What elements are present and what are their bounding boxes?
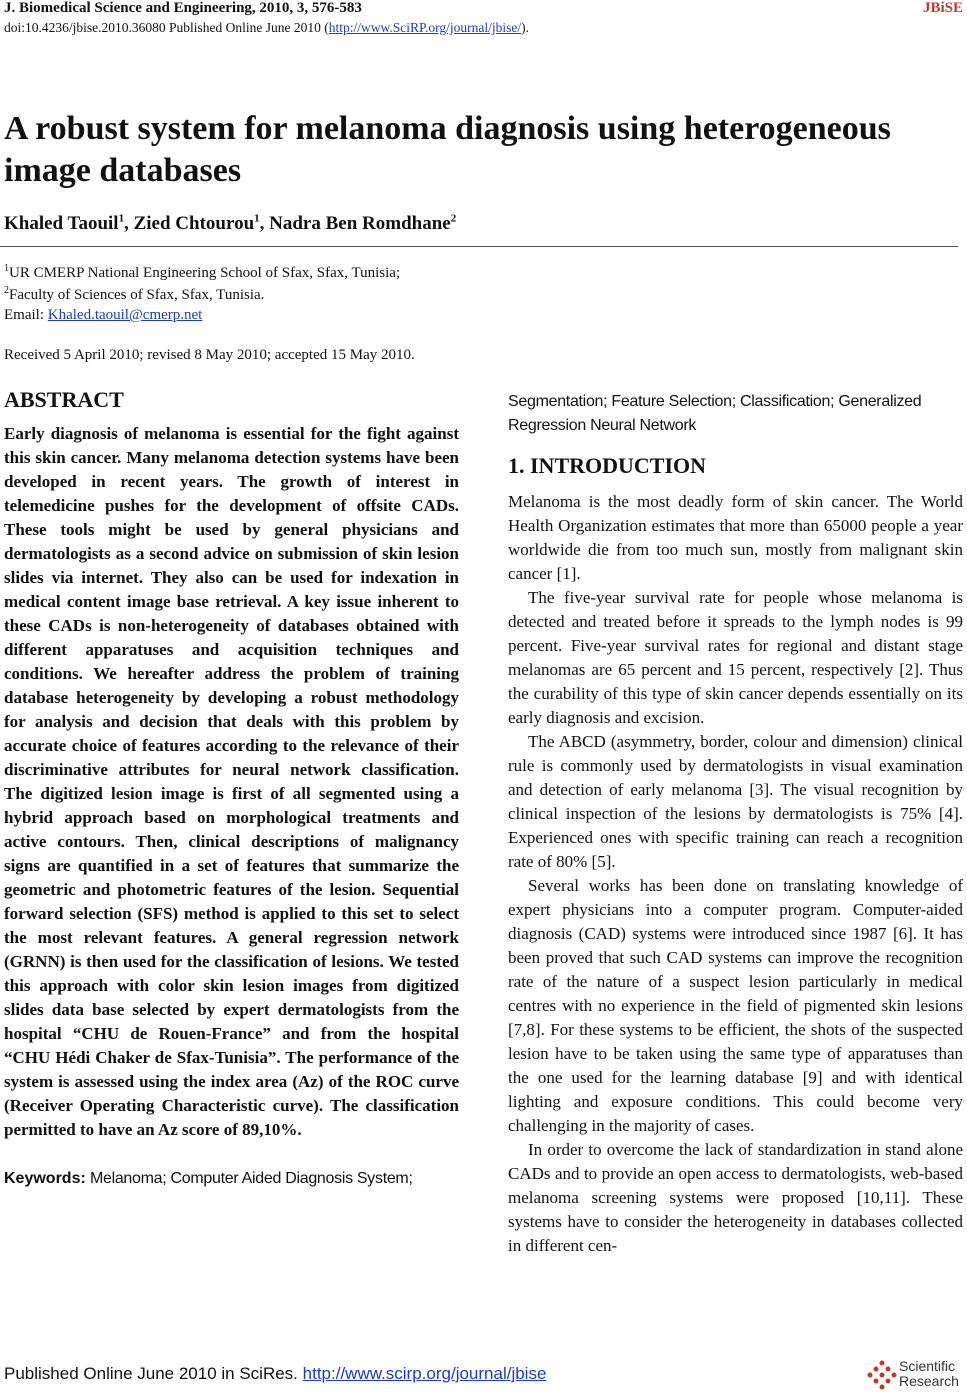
affiliation-text: UR CMERP National Engineering School of Sfax, Sfax, Tunisia;: [9, 265, 401, 281]
intro-paragraph: The ABCD (asymmetry, border, colour and dimension) clinical rule is commonly used by dermatologists in visual examination and detection of early melanoma [3]. The visual recognition by clinical inspection of the lesions by dermatologists is 75% [4]. Experienced ones with specific training can reach a recognition rate of 80% [5].: [508, 732, 963, 871]
logo-line-2: Research: [899, 1373, 959, 1389]
author-separator: ,: [259, 213, 270, 234]
keywords-text: Melanoma; Computer Aided Diagnosis System;: [85, 1170, 413, 1187]
author-separator: ,: [124, 213, 134, 234]
author-affiliation-mark: 2: [450, 212, 457, 225]
doi-suffix: ).: [521, 20, 530, 35]
abstract-heading: ABSTRACT: [4, 387, 124, 412]
paper-title: A robust system for melanoma diagnosis using heterogeneous image databases: [4, 110, 891, 189]
logo-text: [899, 1359, 959, 1389]
scientific-research-logo: [867, 1356, 963, 1392]
logo-line-1: Scientific: [899, 1358, 956, 1374]
doi-text: doi:10.4236/jbise.2010.36080 Published Online June 2010 (: [4, 20, 329, 35]
keywords-continued: Segmentation; Feature Selection; Classification; Generalized Regression Neural Network: [508, 393, 922, 434]
author-affiliation-mark: 1: [254, 212, 260, 225]
footer: [4, 1364, 546, 1384]
title-divider: [0, 246, 958, 247]
email-label: Email:: [4, 307, 48, 323]
journal-link[interactable]: http://www.SciRP.org/journal/jbise/: [328, 20, 522, 35]
affiliation-2: [4, 285, 264, 304]
affiliation-mark: 1: [4, 263, 9, 274]
doi-line: [4, 20, 529, 36]
affiliation-mark: 2: [4, 285, 9, 296]
email-link[interactable]: Khaled.taouil@cmerp.net: [47, 307, 203, 323]
footer-link[interactable]: http://www.scirp.org/journal/jbise: [302, 1364, 547, 1383]
journal-citation: J. Biomedical Science and Engineering, 2010, 3, 576-583: [4, 0, 362, 16]
footer-text: Published Online June 2010 in SciRes.: [4, 1364, 303, 1383]
right-column: [508, 390, 963, 1258]
journal-abbrev: JBiSE: [922, 0, 963, 16]
intro-paragraph: The five-year survival rate for people whose melanoma is detected and treated before it spreads to the lymph nodes is 99 percent. Five-year survival rates for regional and distant stage melanomas are 65 percent and 15 percent, respectively [2]. Thus the curability of this type of skin cancer depends essentially on its early diagnosis and excision.: [508, 588, 963, 727]
logo-dots-icon: [867, 1360, 897, 1390]
intro-paragraph: Several works has been done on translating knowledge of expert physicians into a computer program. Computer-aided diagnosis (CAD) systems were introduced since 1987 [6]. It has been proved that such CAD systems can improve the recognition rate of the nature of a suspect lesion particularly in medical centres with no experience in the field of pigmented skin lesions [7,8]. For these systems to be efficient, the shots of the suspected lesion have to be taken using the same type of apparatuses than the one used for the learning database [9] and with identical lighting and exposure conditions. This could become very challenging in the majority of cases.: [508, 876, 963, 1135]
author-name: Nadra Ben Romdhane: [269, 213, 451, 234]
keywords-line: [4, 1166, 459, 1191]
introduction-heading: 1. INTRODUCTION: [508, 453, 707, 478]
email-line: [4, 307, 202, 324]
intro-paragraph: Melanoma is the most deadly form of skin cancer. The World Health Organization estimates that more than 65000 people a year worldwide die from too much sun, mostly from malignant skin cancer [1].: [508, 492, 963, 583]
author-list: [4, 213, 456, 235]
author-affiliation-mark: 1: [118, 212, 125, 225]
author-name: Zied Chtourou: [133, 213, 255, 234]
abstract-text: Early diagnosis of melanoma is essential for the fight against this skin cancer. Many melanoma detection systems have been developed in recent years. The growth of interest in telemedicine pushes for the development of offsite CADs. These tools might be used by general physicians and dermatologists as a second advice on submission of skin lesion slides via internet. They also can be used for indexation in medical content image base retrieval. A key issue inherent to these CADs is non-heterogeneity of databases obtained with different apparatuses and acquisition techniques and conditions. We hereafter address the problem of training database heterogeneity by developing a robust methodology for analysis and decision that deals with this problem by accurate choice of features according to the relevance of their discriminative attributes for neural network classification. The digitized lesion image is first of all segmented using a hybrid approach based on morphological treatments and active contours. Then, clinical descriptions of malignancy signs are quantified in a set of features that summarize the geometric and photometric features of the lesion. Sequential forward selection (SFS) method is applied to this set to select the most relevant features. A general regression network (GRNN) is then used for the classification of lesions. We tested this approach with color skin lesion images from digitized slides data base selected by expert dermatologists from the hospital “CHU de Rouen-France” and from the hospital “CHU Hédi Chaker de Sfax-Tunisia”. The performance of the system is assessed using the index area (Az) of the ROC curve (Receiver Operating Characteristic curve). The classification permitted to have an Az score of 89,10%.: [4, 424, 459, 1139]
intro-paragraph: In order to overcome the lack of standardization in stand alone CADs and to provide an open access to dermatologists, web-based melanoma screening systems were proposed [10,11]. These systems have to consider the heterogeneity in databases collected in different cen-: [508, 1140, 963, 1255]
author-name: Khaled Taouil: [4, 213, 119, 234]
left-column: [4, 384, 459, 1191]
affiliation-text: Faculty of Sciences of Sfax, Sfax, Tunisia.: [9, 287, 265, 303]
keywords-label: Keywords:: [4, 1170, 86, 1187]
received-dates: Received 5 April 2010; revised 8 May 2010; accepted 15 May 2010.: [4, 347, 415, 363]
affiliation-1: [4, 263, 400, 282]
